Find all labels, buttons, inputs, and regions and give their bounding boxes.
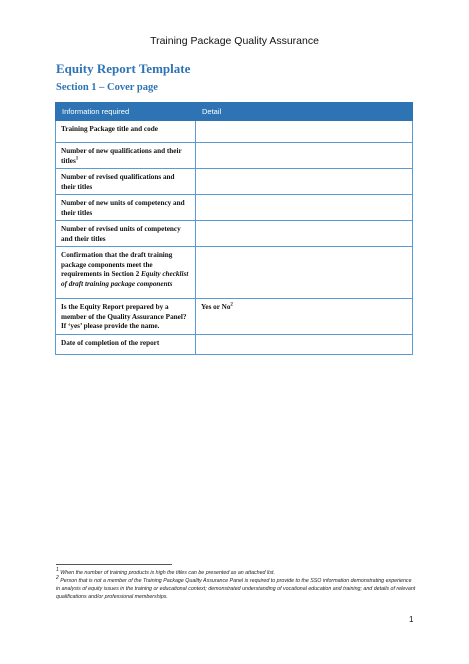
table-row [56,334,413,354]
cover-page-table [55,102,413,355]
column-header-detail: Detail [196,103,413,121]
row-detail[interactable] [196,221,413,247]
footnote-separator [56,564,172,565]
row-label: Training Package title and code [56,121,196,143]
table-row [56,221,413,247]
document-title: Equity Report Template [56,61,191,76]
row-detail[interactable] [196,195,413,221]
footnote-ref: 2 [230,302,233,308]
table-row [56,299,413,335]
table-row [56,169,413,195]
footnote: $^2$ Person that is not a member of the Training Package Quality Assurance Panel is required to provide to the SSO information demonstrating experience in analysis of equity issues in the training or educational context; demonstrated understanding of vocational education and training; and details of relevant qualifications and/or professional memberships. [56,575,416,600]
footnotes [56,569,416,601]
row-detail[interactable]: Yes or No$^2$ [196,299,413,335]
row-label: Number of revised units of competency and their titles [56,221,196,247]
table-row [56,195,413,221]
row-detail[interactable] [196,169,413,195]
table-row [56,121,413,143]
row-detail[interactable] [196,334,413,354]
row-detail[interactable] [196,247,413,299]
section-title: Section 1 – Cover page [56,82,158,93]
footnote: $^1$ When the number of training products is high the titles can be presented as an attached list. [56,567,275,576]
row-label: Number of new units of competency and their titles [56,195,196,221]
page-number: 1 [409,615,414,624]
footnote-ref: 1 [75,156,79,162]
row-label-italic: Equity checklist of draft training package components [61,270,189,288]
table-row [56,143,413,169]
row-label: Date of completion of the report [56,334,196,354]
row-label: Number of new qualifications and their titles$^1$ [56,143,196,169]
table-header-row [56,103,413,121]
row-label: Is the Equity Report prepared by a member of the Quality Assurance Panel? If ‘yes’ please provide the name. [56,299,196,335]
row-label: Number of revised qualifications and their titles [56,169,196,195]
row-detail[interactable] [196,143,413,169]
row-label: Confirmation that the draft training package components meet the requirements in Section 2 Equity checklist of draft training package components [56,247,196,299]
column-header-information-required: Information required [56,103,196,121]
row-detail[interactable] [196,121,413,143]
page-header: Training Package Quality Assurance [150,35,319,47]
table-row [56,247,413,299]
